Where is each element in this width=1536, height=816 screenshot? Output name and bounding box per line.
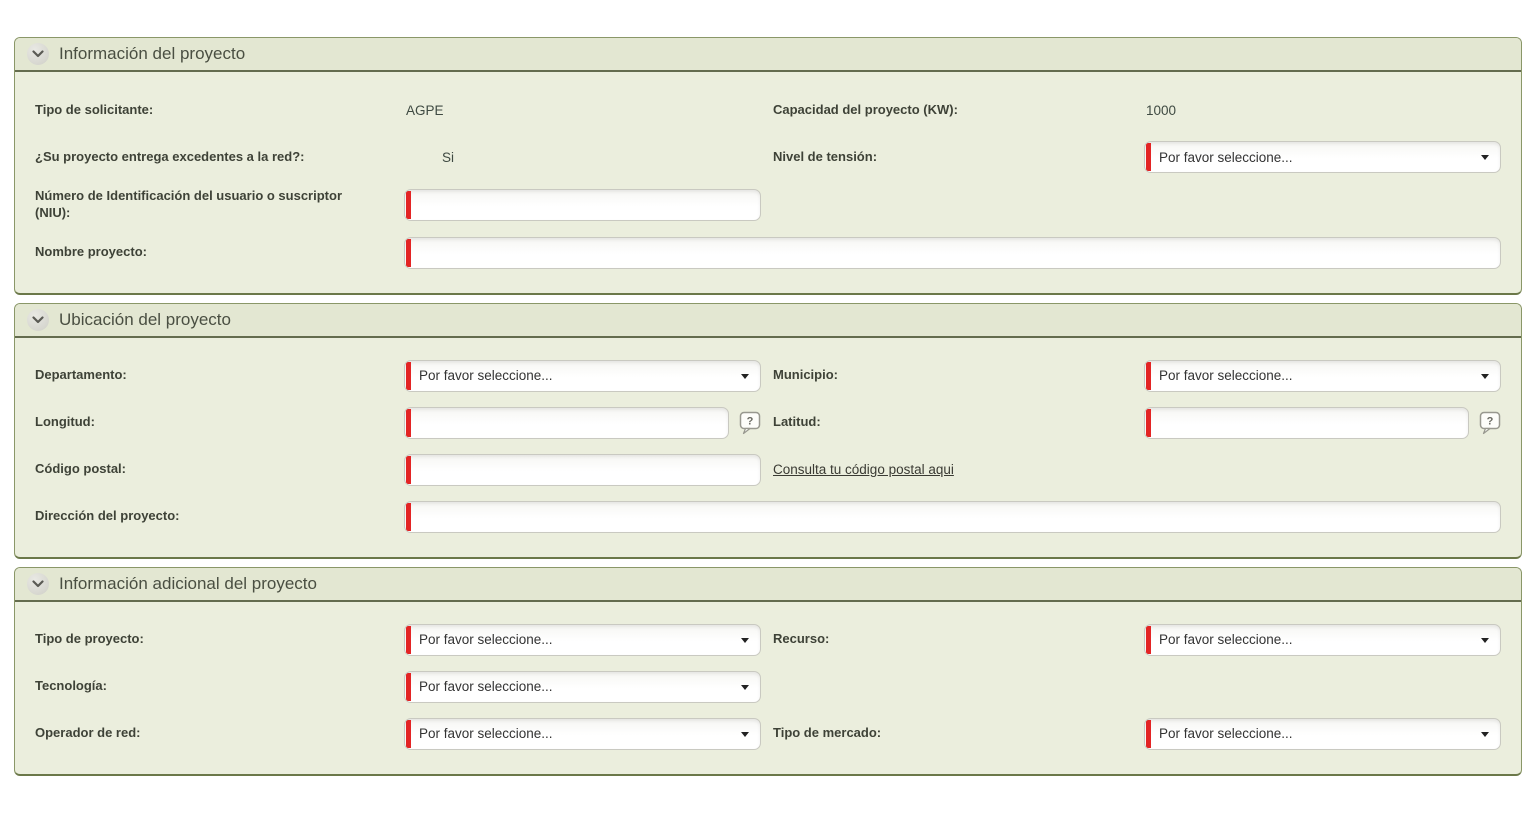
direccion-label: Dirección del proyecto: <box>35 508 180 524</box>
tipo-mercado-select[interactable] <box>1144 718 1501 750</box>
operador-red-selected-value: Por favor seleccione... <box>419 726 553 742</box>
municipio-selected-value: Por favor seleccione... <box>1159 368 1293 384</box>
chevron-down-icon <box>32 575 44 593</box>
tipo-proyecto-label: Tipo de proyecto: <box>35 631 144 647</box>
longitud-field-box <box>404 407 729 439</box>
section-project-info <box>14 37 1522 295</box>
nombre-proyecto-label: Nombre proyecto: <box>35 244 147 260</box>
caret-down-icon <box>1481 638 1489 643</box>
codigo-postal-link-cell <box>761 461 1501 479</box>
section-title: Información adicional del proyecto <box>59 573 317 593</box>
latitud-label: Latitud: <box>773 414 821 430</box>
row-codigo-postal <box>35 454 1501 486</box>
tipo-mercado-label: Tipo de mercado: <box>773 725 882 741</box>
tecnologia-selected-value: Por favor seleccione... <box>419 679 553 695</box>
capacidad-value: 1000 <box>1146 102 1177 118</box>
niu-field-box <box>404 189 761 221</box>
municipio-select[interactable] <box>1144 360 1501 392</box>
nombre-proyecto-input[interactable] <box>405 238 1500 268</box>
excedentes-label: ¿Su proyecto entrega excedentes a la red?: <box>35 148 305 164</box>
operador-red-select[interactable] <box>404 718 761 750</box>
municipio-label: Municipio: <box>773 367 838 383</box>
caret-down-icon <box>741 374 749 379</box>
collapse-button[interactable] <box>27 43 49 65</box>
codigo-postal-field-box <box>404 454 761 486</box>
departamento-label: Departamento: <box>35 367 127 383</box>
latitud-field-box <box>1144 407 1469 439</box>
tecnologia-label: Tecnología: <box>35 678 107 694</box>
section-project-info-body <box>15 72 1521 293</box>
tipo-proyecto-selected-value: Por favor seleccione... <box>419 632 553 648</box>
caret-down-icon <box>1481 155 1489 160</box>
section-title: Ubicación del proyecto <box>59 309 231 329</box>
row-tipo-capacidad <box>35 94 1501 126</box>
help-tooltip-icon[interactable] <box>1479 411 1501 435</box>
tipo-proyecto-select[interactable] <box>404 624 761 656</box>
longitud-field-group <box>404 407 761 439</box>
departamento-selected-value: Por favor seleccione... <box>419 368 553 384</box>
nombre-proyecto-field-box <box>404 237 1501 269</box>
caret-down-icon <box>741 638 749 643</box>
nivel-tension-label: Nivel de tensión: <box>773 148 878 164</box>
longitud-label: Longitud: <box>35 414 95 430</box>
section-location-header[interactable] <box>15 304 1521 338</box>
codigo-postal-input[interactable] <box>405 455 760 485</box>
operador-red-label: Operador de red: <box>35 725 141 741</box>
section-additional-info <box>14 567 1522 776</box>
row-longitud-latitud <box>35 407 1501 439</box>
row-excedentes-tension <box>35 141 1501 173</box>
help-tooltip-icon[interactable] <box>739 411 761 435</box>
direccion-field-box <box>404 501 1501 533</box>
niu-input[interactable] <box>405 190 760 220</box>
tipo-solicitante-label: Tipo de solicitante: <box>35 101 154 117</box>
recurso-selected-value: Por favor seleccione... <box>1159 632 1293 648</box>
row-direccion <box>35 501 1501 533</box>
collapse-button[interactable] <box>27 309 49 331</box>
caret-down-icon <box>741 732 749 737</box>
codigo-postal-label: Código postal: <box>35 461 126 477</box>
section-project-info-header[interactable] <box>15 38 1521 72</box>
tipo-mercado-selected-value: Por favor seleccione... <box>1159 726 1293 742</box>
row-nombre-proyecto <box>35 237 1501 269</box>
collapse-button[interactable] <box>27 573 49 595</box>
section-location <box>14 303 1522 559</box>
section-additional-info-body <box>15 602 1521 774</box>
section-location-body <box>15 338 1521 557</box>
latitud-input[interactable] <box>1145 408 1468 438</box>
recurso-select[interactable] <box>1144 624 1501 656</box>
longitud-input[interactable] <box>405 408 728 438</box>
departamento-select[interactable] <box>404 360 761 392</box>
row-tipo-recurso <box>35 624 1501 656</box>
row-operador-mercado <box>35 718 1501 750</box>
section-title: Información del proyecto <box>59 44 246 63</box>
caret-down-icon <box>1481 732 1489 737</box>
row-tecnologia <box>35 671 1501 703</box>
tipo-solicitante-value: AGPE <box>406 102 444 118</box>
row-niu <box>35 188 1501 222</box>
caret-down-icon <box>1481 374 1489 379</box>
caret-down-icon <box>741 685 749 690</box>
row-departamento-municipio <box>35 360 1501 392</box>
nivel-tension-select[interactable] <box>1144 141 1501 173</box>
section-additional-info-header[interactable] <box>15 568 1521 602</box>
tecnologia-select[interactable] <box>404 671 761 703</box>
chevron-down-icon <box>32 311 44 329</box>
recurso-label: Recurso: <box>773 631 830 647</box>
codigo-postal-link[interactable]: Consulta tu código postal aqui <box>773 461 954 477</box>
nivel-tension-selected-value: Por favor seleccione... <box>1159 149 1293 165</box>
latitud-field-group <box>1144 407 1501 439</box>
chevron-down-icon <box>32 45 44 63</box>
capacidad-label: Capacidad del proyecto (KW): <box>773 101 958 117</box>
excedentes-value: Si <box>442 149 455 165</box>
niu-label: Número de Identificación del usuario o suscriptor (NIU): <box>35 188 342 220</box>
svg-text:?: ? <box>746 415 754 428</box>
svg-text:?: ? <box>1486 415 1494 428</box>
direccion-input[interactable] <box>405 502 1500 532</box>
